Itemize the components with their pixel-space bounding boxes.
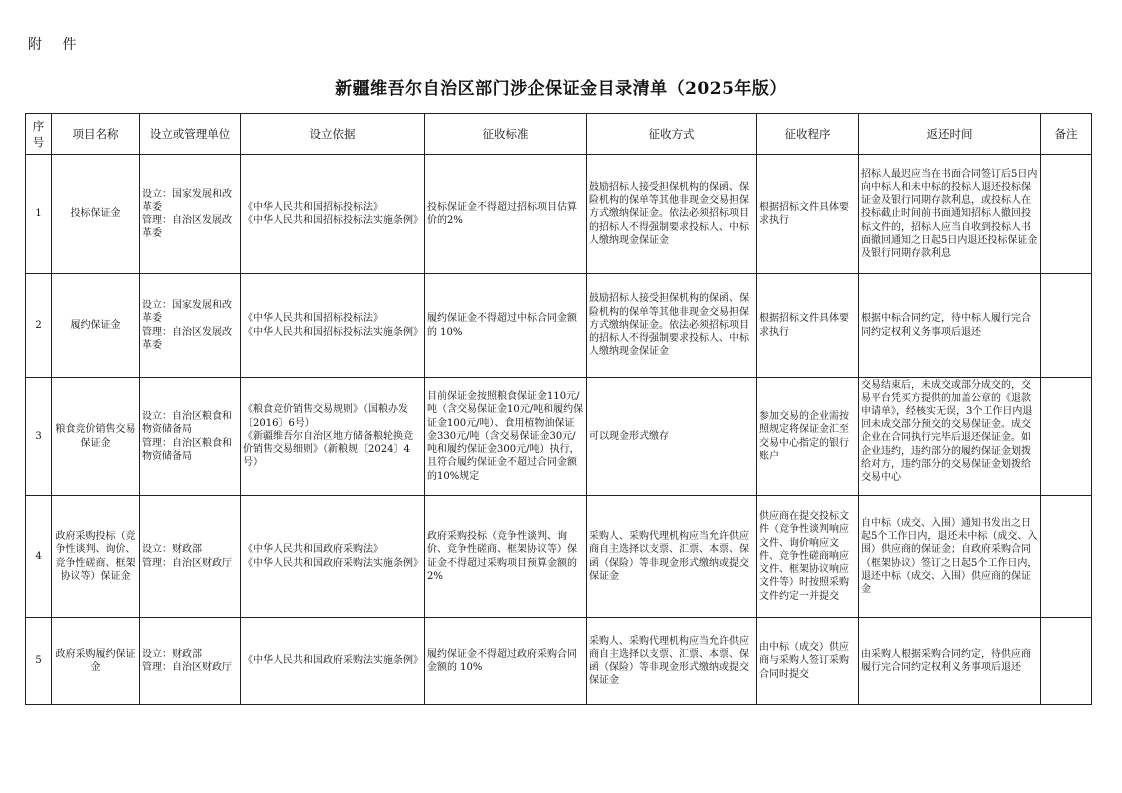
managing-unit: 设立：财政部 管理：自治区财政厅 [140,496,241,618]
collection-standard: 目前保证金按照粮食保证金110元/吨（含交易保证金10元/吨和履约保证金100元/吨）、食用植物油保证金330元/吨（含交易保证金30元/吨和履约保证金300元/吨）执行，且符合履约保证金不超过合同金额的10%规定 [425,378,587,496]
table-row [26,496,1092,618]
return-time: 由采购人根据采购合同约定，待供应商履行完合同约定权利义务事项后退还 [859,618,1041,705]
collection-standard: 履约保证金不得超过政府采购合同金额的 10% [425,618,587,705]
legal-basis: 《中华人民共和国招标投标法》 《中华人民共和国招标投标法实施条例》 [241,155,425,274]
attachment-label: 附 件 [28,37,85,53]
collection-procedure: 参加交易的企业需按照规定将保证金汇至交易中心指定的银行账户 [757,378,859,496]
collection-standard: 投标保证金不得超过招标项目估算价的2% [425,155,587,274]
row-number: 5 [26,618,52,705]
legal-basis: 《中华人民共和国政府采购法》 《中华人民共和国政府采购法实施条例》 [241,496,425,618]
legal-basis: 《中华人民共和国政府采购法实施条例》 [241,618,425,705]
remark [1041,496,1092,618]
row-number: 1 [26,155,52,274]
column-header: 序号 [26,114,52,155]
collection-procedure: 根据招标文件具体要求执行 [757,274,859,378]
collection-method: 可以现金形式缴存 [587,378,757,496]
column-header: 项目名称 [52,114,140,155]
remark [1041,618,1092,705]
deposit-catalog-table [25,113,1092,705]
collection-method: 鼓励招标人接受担保机构的保函、保险机构的保单等其他非现金交易担保方式缴纳保证金。依法必须招标项目的招标人不得强制要求投标人、中标人缴纳现金保证金 [587,274,757,378]
collection-method: 鼓励招标人接受担保机构的保函、保险机构的保单等其他非现金交易担保方式缴纳保证金。依法必须招标项目的招标人不得强制要求投标人、中标人缴纳现金保证金 [587,155,757,274]
column-header: 征收程序 [757,114,859,155]
row-number: 4 [26,496,52,618]
remark [1041,155,1092,274]
project-name: 粮食竞价销售交易保证金 [52,378,140,496]
column-header: 征收方式 [587,114,757,155]
legal-basis: 《中华人民共和国招标投标法》 《中华人民共和国招标投标法实施条例》 [241,274,425,378]
collection-procedure: 由中标（成交）供应商与采购人签订采购合同时提交 [757,618,859,705]
collection-procedure: 根据招标文件具体要求执行 [757,155,859,274]
collection-standard: 政府采购投标（竞争性谈判、询价、竞争性磋商、框架协议等）保证金不得超过采购项目预算金额的 2% [425,496,587,618]
project-name: 政府采购履约保证金 [52,618,140,705]
collection-method: 采购人、采购代理机构应当允许供应商自主选择以支票、汇票、本票、保函（保险）等非现金形式缴纳或提交保证金 [587,618,757,705]
column-header: 返还时间 [859,114,1041,155]
column-header: 设立依据 [241,114,425,155]
managing-unit: 设立：财政部 管理：自治区财政厅 [140,618,241,705]
table-row [26,618,1092,705]
remark [1041,378,1092,496]
return-time: 自中标（成交、入围）通知书发出之日起5个工作日内，退还未中标（成交、入围）供应商的保证金；自政府采购合同（框架协议）签订之日起5个工作日内，退还中标（成交、入围）供应商的保证金 [859,496,1041,618]
table-header-row [26,114,1092,155]
collection-procedure: 供应商在提交投标文件（竞争性谈判响应文件、询价响应文件、竞争性磋商响应文件、框架协议响应文件等）时按照采购文件约定一并提交 [757,496,859,618]
column-header: 备注 [1041,114,1092,155]
table-row [26,155,1092,274]
column-header: 设立或管理单位 [140,114,241,155]
collection-method: 采购人、采购代理机构应当允许供应商自主选择以支票、汇票、本票、保函（保险）等非现金形式缴纳或提交保证金 [587,496,757,618]
legal-basis: 《粮食竞价销售交易规则》（国粮办发〔2016〕6号） 《新疆维吾尔自治区地方储备粮轮换竞价销售交易细则》（新粮规〔2024〕4号） [241,378,425,496]
page-title: 新疆维吾尔自治区部门涉企保证金目录清单（2025年版） [335,79,787,99]
column-header: 征收标准 [425,114,587,155]
managing-unit: 设立：国家发展和改革委 管理：自治区发展改革委 [140,155,241,274]
return-time: 招标人最迟应当在书面合同签订后5日内向中标人和未中标的投标人退还投标保证金及银行同期存款利息，或投标人在投标截止时间前书面通知招标人撤回投标文件的，招标人应当自收到投标人书面撤回通知之日起5日内退还投标保证金及银行同期存款利息 [859,155,1041,274]
project-name: 投标保证金 [52,155,140,274]
project-name: 政府采购投标（竞争性谈判、询价、竞争性磋商、框架协议等）保证金 [52,496,140,618]
return-time: 交易结束后，未成交或部分成交的，交易平台凭买方提供的加盖公章的《退款申请单》，经核实无误，3个工作日内退回未成交部分预交的交易保证金。成交企业在合同执行完毕后退还保证金。如企业违约，违约部分的履约保证金划拨给对方，违约部分的交易保证金划拨给交易中心 [861,379,1033,483]
managing-unit: 设立：自治区粮食和物资储备局 管理：自治区粮食和物资储备局 [140,378,241,496]
remark [1041,274,1092,378]
return-time: 根据中标合同约定，待中标人履行完合同约定权利义务事项后退还 [859,274,1041,378]
managing-unit: 设立：国家发展和改革委 管理：自治区发展改革委 [140,274,241,378]
table-row [26,274,1092,378]
table-row [26,378,1092,496]
project-name: 履约保证金 [52,274,140,378]
row-number: 2 [26,274,52,378]
row-number: 3 [26,378,52,496]
collection-standard: 履约保证金不得超过中标合同金额的 10% [425,274,587,378]
